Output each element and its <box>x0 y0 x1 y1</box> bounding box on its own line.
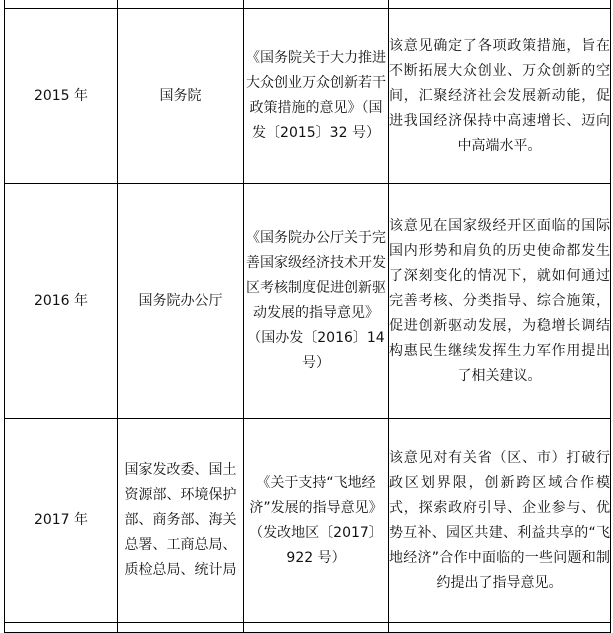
org-cell: 国务院办公厅 <box>118 184 244 419</box>
org-cell <box>118 623 244 633</box>
table-row <box>5 419 611 623</box>
org-cell: 国务院 <box>118 9 244 184</box>
document-cell <box>244 623 389 633</box>
document-cell: 《国务院办公厅关于完善国家级经济技术开发区考核制度促进创新驱动发展的指导意见》（国办发〔2016〕14 号） <box>244 184 389 419</box>
description-cell <box>389 0 611 9</box>
table-row <box>5 184 611 419</box>
year-cell <box>5 623 118 633</box>
document-cell: 《关于支持“飞地经济”发展的指导意见》（发改地区〔2017〕922 号） <box>244 419 389 623</box>
document-cell <box>244 0 389 9</box>
year-cell: 2016 年 <box>5 184 118 419</box>
org-cell <box>118 0 244 9</box>
year-cell <box>5 0 118 9</box>
table-row <box>5 623 611 633</box>
document-cell: 《国务院关于大力推进大众创业万众创新若干政策措施的意见》（国发〔2015〕32 号） <box>244 9 389 184</box>
year-cell: 2017 年 <box>5 419 118 623</box>
policy-table <box>4 0 611 633</box>
description-cell: 该意见确定了各项政策措施，旨在不断拓展大众创业、万众创新的空间，汇聚经济社会发展新动能，促进我国经济保持中高速增长、迈向中高端水平。 <box>389 9 611 184</box>
year-cell: 2015 年 <box>5 9 118 184</box>
org-cell: 国家发改委、国土资源部、环境保护部、商务部、海关总署、工商总局、质检总局、统计局 <box>118 419 244 623</box>
description-cell: 该意见在国家级经开区面临的国际国内形势和肩负的历史使命都发生了深刻变化的情况下，就如何通过完善考核、分类指导、综合施策，促进创新驱动发展，为稳增长调结构惠民生继续发挥生力军作用提出了相关建议。 <box>389 184 611 419</box>
table-row <box>5 9 611 184</box>
table-row <box>5 0 611 9</box>
description-cell <box>389 623 611 633</box>
description-cell: 该意见对有关省（区、市）打破行政区划界限，创新跨区域合作模式，探索政府引导、企业参与、优势互补、园区共建、利益共享的“飞地经济”合作中面临的一些问题和制约提出了指导意见。 <box>389 419 611 623</box>
